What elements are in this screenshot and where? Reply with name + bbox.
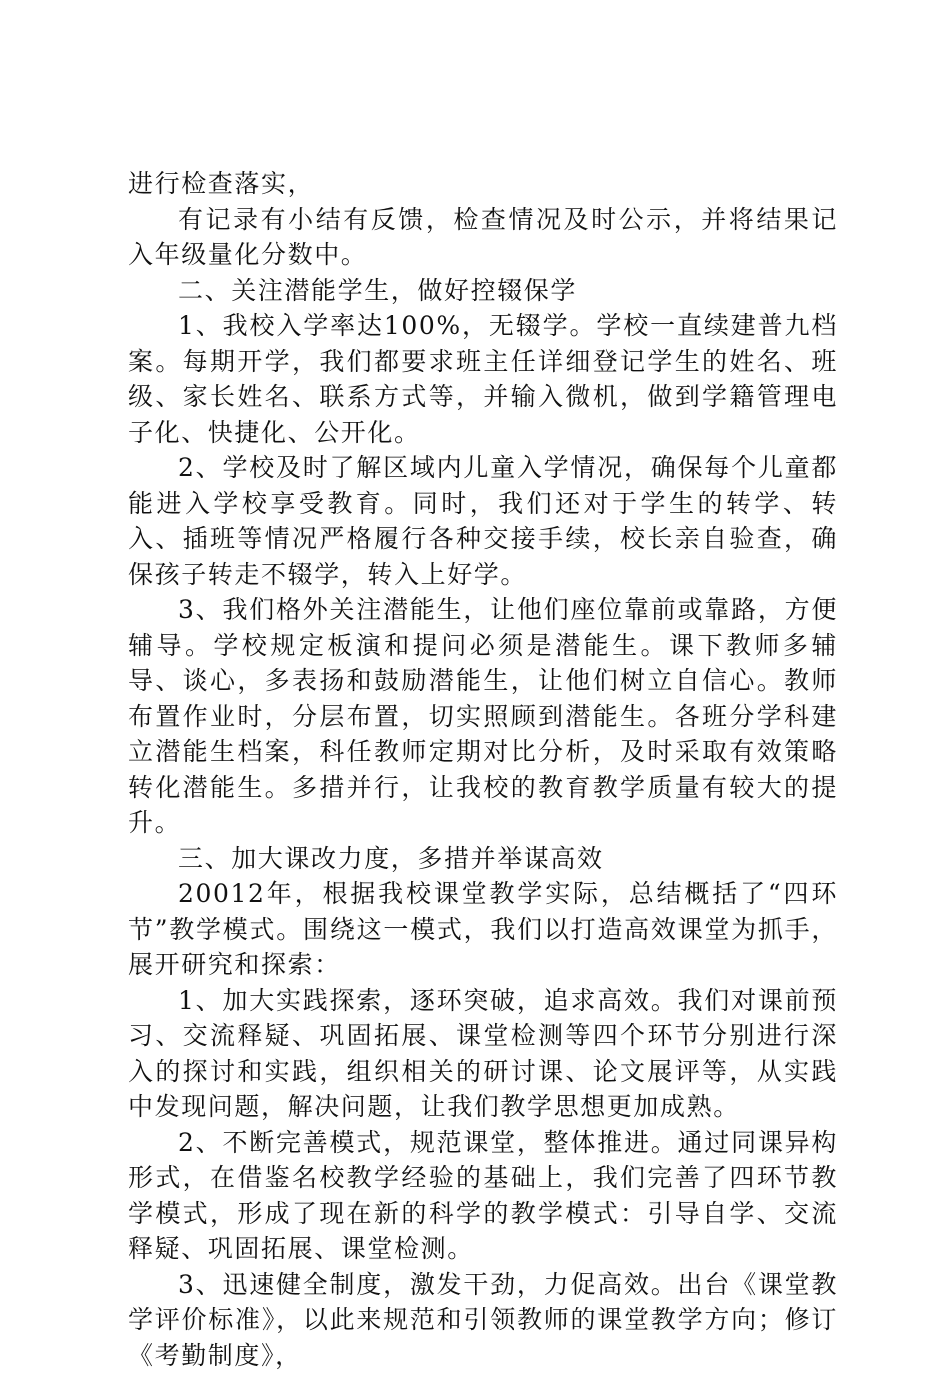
paragraph-record-feedback: 有记录有小结有反馈，检查情况及时公示，并将结果记入年级量化分数中。 <box>128 202 838 273</box>
paragraph-2-3: 3、我们格外关注潜能生，让他们座位靠前或靠路，方便辅导。学校规定板演和提问必须是潜能生。课下教师多辅导、谈心，多表扬和鼓励潜能生，让他们树立自信心。教师布置作业时，分层布置，切实照顾到潜能生。各班分学科建立潜能生档案，科任教师定期对比分析，及时采取有效策略转化潜能生。多措并行，让我校的教育教学质量有较大的提升。 <box>128 592 838 841</box>
paragraph-2-2: 2、学校及时了解区域内儿童入学情况，确保每个儿童都能进入学校享受教育。同时，我们还对于学生的转学、转入、插班等情况严格履行各种交接手续，校长亲自验查，确保孩子转走不辍学，转入上好学。 <box>128 450 838 592</box>
paragraph-3-3: 3、迅速健全制度，激发干劲，力促高效。出台《课堂教学评价标准》，以此来规范和引领教师的课堂教学方向；修订《考勤制度》， <box>128 1267 838 1373</box>
paragraph-3-2: 2、不断完善模式，规范课堂，整体推进。通过同课异构形式，在借鉴名校教学经验的基础上，我们完善了四环节教学模式，形成了现在新的科学的教学模式：引导自学、交流释疑、巩固拓展、课堂检测。 <box>128 1125 838 1267</box>
paragraph-3-1: 1、加大实践探索，逐环突破，追求高效。我们对课前预习、交流释疑、巩固拓展、课堂检测等四个环节分别进行深入的探讨和实践，组织相关的研讨课、论文展评等，从实践中发现问题，解决问题，让我们教学思想更加成熟。 <box>128 983 838 1125</box>
section-heading-2: 二、关注潜能学生，做好控辍保学 <box>128 273 838 309</box>
paragraph-continuation: 进行检查落实， <box>128 166 838 202</box>
paragraph-2-1: 1、我校入学率达100%，无辍学。学校一直续建普九档案。每期开学，我们都要求班主任详细登记学生的姓名、班级、家长姓名、联系方式等，并输入微机，做到学籍管理电子化、快捷化、公开化。 <box>128 308 838 450</box>
section-heading-3: 三、加大课改力度，多措并举谋高效 <box>128 841 838 877</box>
document-body <box>128 166 838 1373</box>
paragraph-3-intro: 20012年，根据我校课堂教学实际，总结概括了“四环节”教学模式。围绕这一模式，我们以打造高效课堂为抓手，展开研究和探索： <box>128 876 838 983</box>
